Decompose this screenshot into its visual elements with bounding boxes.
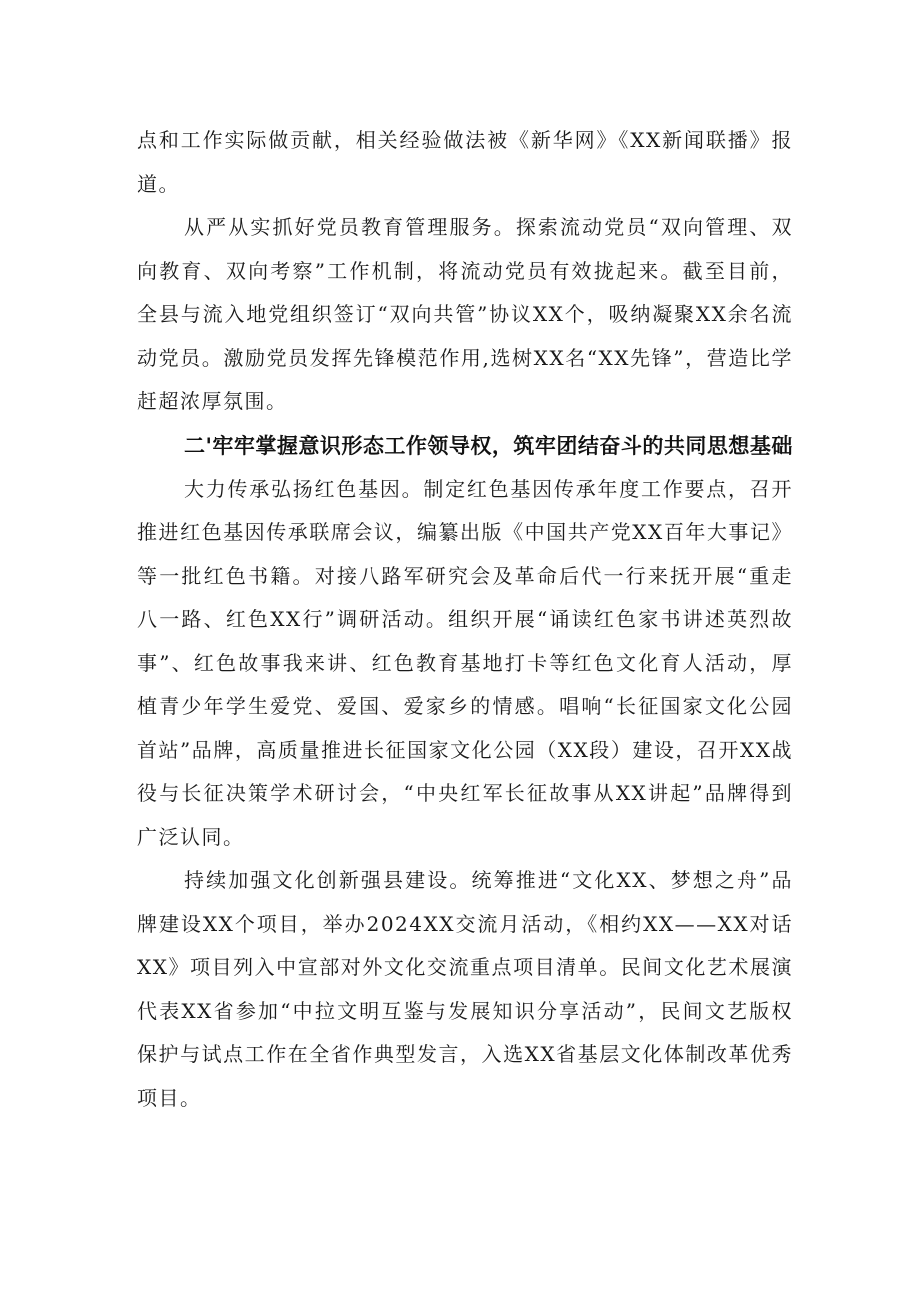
document-body — [137, 119, 793, 1120]
paragraph-cultural-innovation: 持续加强文化创新强县建设。统筹推进“文化XX、梦想之舟”品牌建设XX个项目，举办2024XX交流月活动，《相约XX——XX对话XX》项目列入中宣部对外文化交流重点项目清单。民间文化艺术展演代表XX省参加“中拉文明互鉴与发展知识分享活动”，民间文艺版权保护与试点工作在全省作典型发言，入选XX省基层文化体制改革优秀项目。 — [137, 868, 793, 1110]
paragraph-red-gene-heritage: 大力传承弘扬红色基因。制定红色基因传承年度工作要点，召开推进红色基因传承联席会议，编纂出版《中国共产党XX百年大事记》等一批红色书籍。对接八路军研究会及革命后代一行来抚开展“重走八一路、红色XX行”调研活动。组织开展“诵读红色家书讲述英烈故事”、红色故事我来讲、红色教育基地打卡等红色文化育人活动，厚植青少年学生爱党、爱国、爱家乡的情感。唱响“长征国家文化公园首站”品牌，高质量推进长征国家文化公园（XX段）建设，召开XX战役与长征决策学术研讨会，“中央红军长征故事从XX讲起”品牌得到广泛认同。 — [137, 476, 793, 849]
paragraph-continuation: 点和工作实际做贡献，相关经验做法被《新华网》《XX新闻联播》报道。 — [137, 128, 793, 196]
paragraph-party-member-education: 从严从实抓好党员教育管理服务。探索流动党员“双向管理、双向教育、双向考察”工作机制，将流动党员有效拢起来。截至目前，全县与流入地党组织签订“双向共管”协议XX个，吸纳凝聚XX余名流动党员。激励党员发挥先锋模范作用,选树XX名“XX先锋”，营造比学赶超浓厚氛围。 — [137, 215, 793, 413]
section-heading-ideology: 二'牢牢掌握意识形态工作领导权，筑牢团结奋斗的共同思想基础 — [184, 433, 793, 458]
